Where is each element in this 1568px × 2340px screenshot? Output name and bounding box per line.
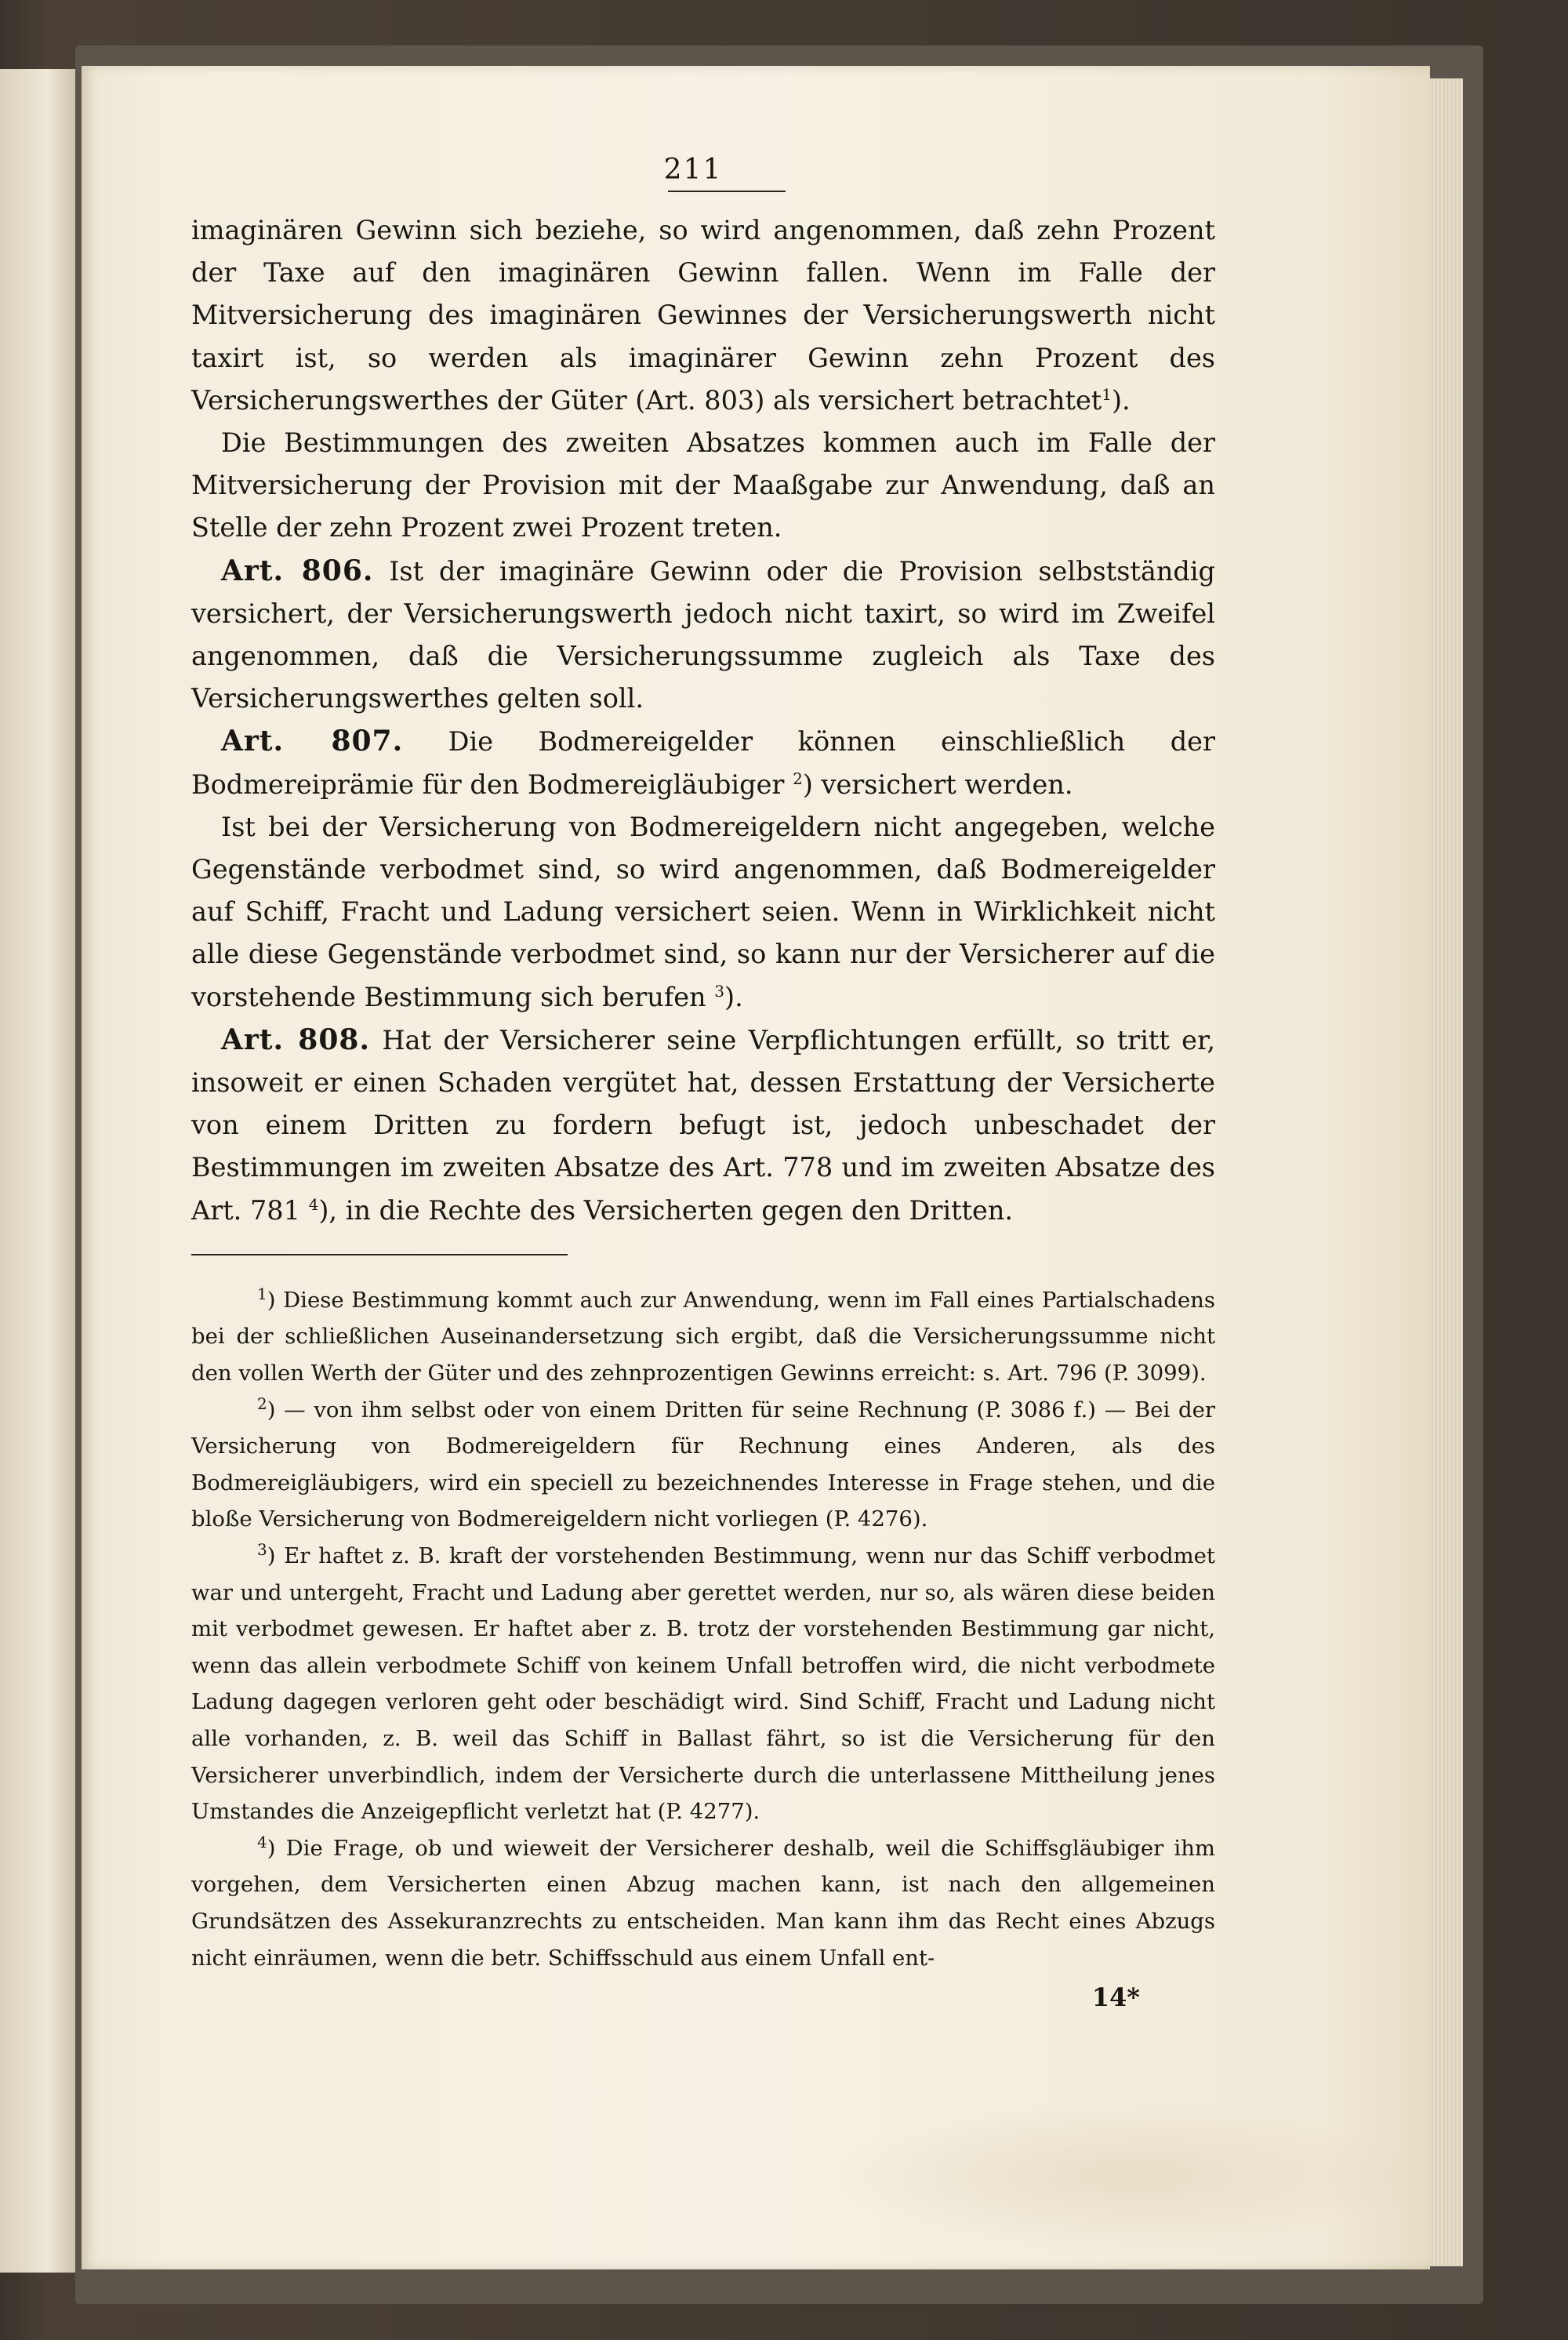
article-label: Art. 808.	[221, 1023, 370, 1056]
signature-mark: 14*	[1091, 1982, 1140, 2013]
paragraph: Die Bestimmungen des zweiten Absatzes kommen auch im Falle der Mitversicherung der Provision mit der Maaßgabe zur Anwendung, daß an Stelle der zehn Prozent zwei Prozent treten.	[191, 427, 1215, 543]
footnote: $^3$) Er haftet z. B. kraft der vorstehenden Bestimmung, wenn nur das Schiff verbodmet war und untergeht, Fracht und Ladung aber gerettet werden, nur so, als wären diese beiden mit verbodmet gewesen. Er haftet aber z. B. trotz der vorstehenden Bestimmung gar nicht, wenn das allein verbodmete Schiff von keinem Unfall betroffen wird, die nicht verbodmete Ladung dagegen verloren geht oder beschädigt wird. Sind Schiff, Fracht und Ladung nicht alle vorhanden, z. B. weil das Schiff in Ballast fährt, so ist die Versicherung für den Versicherer unverbindlich, indem der Versicherte durch die unterlassene Mittheilung jenes Umstandes die Anzeigepflicht verletzt hat (P. 4277).	[191, 1539, 1215, 1825]
footnote-ref: 1	[1102, 384, 1112, 404]
footnote-ref: 4	[308, 1194, 319, 1214]
article-label: Art. 807.	[221, 725, 404, 758]
footnote: $^1$) Diese Bestimmung kommt auch zur Anwendung, wenn im Fall eines Partialschadens bei der schließlichen Auseinandersetzung sich ergibt, daß die Versicherungssumme nicht den vollen Werth der Güter und des zehnprozentigen Gewinns erreicht: s. Art. 796 (P. 3099).	[191, 1284, 1215, 1386]
facing-page-edge	[0, 69, 78, 2273]
paper-stain	[823, 2102, 1419, 2251]
article-label: Art. 806.	[221, 554, 374, 587]
body-text	[191, 209, 1215, 1232]
footnote-ref: 3	[714, 981, 725, 1001]
page-number: 211	[663, 154, 723, 186]
footnote-ref: 2	[793, 768, 803, 788]
header-rule	[668, 191, 786, 192]
paragraph-continuation: imaginären Gewinn sich beziehe, so wird angenommen, daß zehn Prozent der Taxe auf den imaginären Gewinn fallen. Wenn im Falle der Mitversicherung des imaginären Gewinnes der Versicherungswerth nicht taxirt ist, so werden als imaginärer Gewinn zehn Prozent des Versicherungswerthes der Güter (Art. 803) als versichert betrachtet$^1$).	[191, 215, 1215, 416]
page-stack-edge	[1430, 78, 1463, 2266]
article-808: Art. 808. Hat der Versicherer seine Verpflichtungen erfüllt, so tritt er, insoweit er einen Schaden vergütet hat, dessen Erstattung der Versicherte von einem Dritten zu fordern befugt ist, jedoch unbeschadet der Bestimmungen im zweiten Absatze des Art. 778 und im zweiten Absatze des Art. 781 $^4$), in die Rechte des Versicherten gegen den Dritten.	[191, 1023, 1215, 1226]
article-806: Art. 806. Ist der imaginäre Gewinn oder die Provision selbstständig versichert, der Versicherungswerth jedoch nicht taxirt, so wird im Zweifel angenommen, daß die Versicherungssumme zugleich als Taxe des Versicherungswerthes gelten soll.	[191, 554, 1215, 714]
footnote: $^4$) Die Frage, ob und wieweit der Versicherer deshalb, weil die Schiffsgläubiger ihm vorgehen, dem Versicherten einen Abzug machen kann, ist nach den allgemeinen Grundsätzen des Assekuranzrechts zu entscheiden. Man kann ihm das Recht eines Abzugs nicht einräumen, wenn die betr. Schiffsschuld aus einem Unfall ent-	[191, 1832, 1215, 1971]
article-807: Art. 807. Die Bodmereigelder können einschließlich der Bodmereiprämie für den Bodmereigläubiger $^2$) versichert werden.	[191, 725, 1215, 800]
footnotes	[191, 1282, 1215, 1976]
page-content	[191, 154, 1215, 2012]
footnote-rule	[191, 1254, 568, 1255]
paragraph: Ist bei der Versicherung von Bodmereigeldern nicht angegeben, welche Gegenstände verbodmet sind, so wird angenommen, daß Bodmereigelder auf Schiff, Fracht und Ladung versichert seien. Wenn in Wirklichkeit nicht alle diese Gegenstände verbodmet sind, so kann nur der Versicherer auf die vorstehende Bestimmung sich berufen $^3$).	[191, 811, 1215, 1012]
footnote: $^2$) — von ihm selbst oder von einem Dritten für seine Rechnung (P. 3086 f.) — Bei der Versicherung von Bodmereigeldern für Rechnung eines Anderen, als des Bodmereigläubigers, wird ein speciell zu bezeichnendes Interesse in Frage stehen, und die bloße Versicherung von Bodmereigeldern nicht vorliegen (P. 4276).	[191, 1393, 1215, 1532]
